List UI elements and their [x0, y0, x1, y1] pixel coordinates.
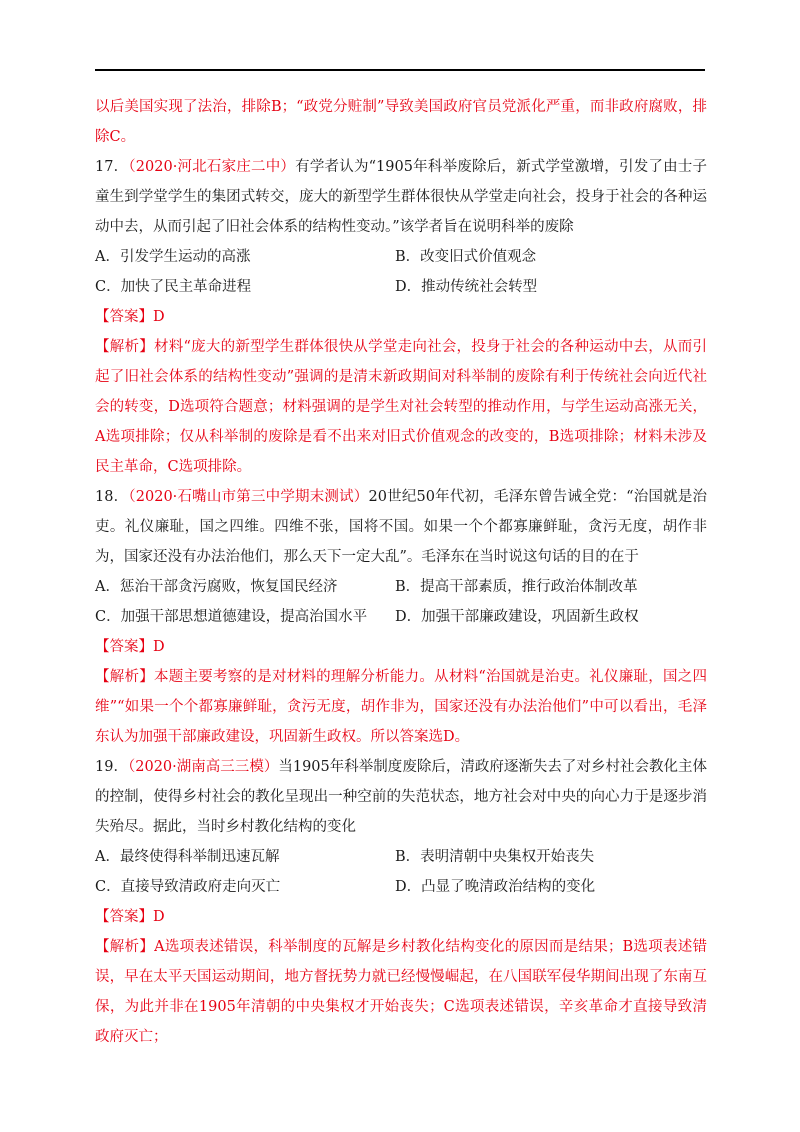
option-a: A．最终使得科举制迅速瓦解: [95, 849, 280, 865]
option-d: D．加强干部廉政建设，巩固新生政权: [395, 609, 639, 625]
options-row: [95, 572, 707, 602]
option-d: D．凸显了晚清政治结构的变化: [395, 879, 596, 895]
header-rule: [95, 69, 705, 71]
question-19: [95, 752, 707, 842]
question-17: [95, 152, 707, 242]
answer-label: 【答案】D: [95, 909, 165, 925]
page-content: [95, 92, 707, 1052]
question-number: 17．: [95, 159, 129, 175]
previous-analysis-continuation: 以后美国实现了法治，排除B；“政党分赃制”导致美国政府官员党派化严重，而非政府腐败，排除C。: [95, 99, 707, 145]
option-c: C．直接导致清政府走向灭亡: [95, 879, 281, 895]
options-row: [95, 242, 707, 272]
option-d: D．推动传统社会转型: [395, 279, 538, 295]
option-b: B．提高干部素质，推行政治体制改革: [395, 579, 638, 595]
question-number: 18．: [95, 489, 129, 505]
question-stem: 当1905年科举制度废除后，清政府逐渐失去了对乡村社会教化主体的控制，使得乡村社会的教化呈现出一种空前的失范状态，地方社会对中央的向心力于是逐步消失殆尽。据此，当时乡村教化结构的变化: [95, 759, 708, 835]
question-stem: 有学者认为“1905年科举废除后，新式学堂激增，引发了由士子童生到学堂学生的集团式转交，庞大的新型学生群体很快从学堂走向社会，投身于社会的各种运动中去，从而引起了旧社会体系的结构性变动。”该学者旨在说明科举的废除: [95, 159, 707, 235]
analysis-text: 【解析】材料“庞大的新型学生群体很快从学堂走向社会，投身于社会的各种运动中去，从而引起了旧社会体系的结构性变动”强调的是清末新政期间对科举制的废除有利于传统社会向近代社会的转变，D选项符合题意；材料强调的是学生对社会转型的推动作用，与学生运动高涨无关，A选项排除；仅从科举制的废除是看不出来对旧式价值观念的改变的，B选项排除；材料未涉及民主革命，C选项排除。: [95, 339, 707, 475]
analysis-text: 【解析】A选项表述错误，科举制度的瓦解是乡村教化结构变化的原因而是结果；B选项表述错误，早在太平天国运动期间，地方督抚势力就已经慢慢崛起，在八国联军侵华期间出现了东南互保，为此并非在1905年清朝的中央集权才开始丧失；C选项表述错误，辛亥革命才直接导致清政府灭亡；: [95, 939, 707, 1045]
option-b: B．改变旧式价值观念: [395, 249, 537, 265]
option-c: C．加快了民主革命进程: [95, 279, 252, 295]
question-source: （2020·湖南高三三模）: [127, 759, 279, 775]
question-source: （2020·石嘴山市第三中学期末测试）: [128, 489, 369, 505]
option-c: C．加强干部思想道德建设，提高治国水平: [95, 609, 368, 625]
option-a: A．引发学生运动的高涨: [95, 249, 251, 265]
options-row: [95, 272, 707, 302]
question-number: 19．: [95, 759, 128, 775]
question-stem: 20世纪50年代初，毛泽东曾告诫全党：“治国就是治吏。礼仪廉耻，国之四维。四维不张，国将不国。如果一个个都寡廉鲜耻，贪污无度，胡作非为，国家还没有办法治他们，那么天下一定大乱”。毛泽东在当时说这句话的目的在于: [95, 489, 708, 565]
question-source: （2020·河北石家庄二中）: [128, 159, 296, 175]
analysis-text: 【解析】本题主要考察的是对材料的理解分析能力。从材料“治国就是治吏。礼仪廉耻，国之四维”“如果一个个都寡廉鲜耻，贪污无度，胡作非为，国家还没有办法治他们”中可以看出，毛泽东认为加强干部廉政建设，巩固新生政权。所以答案选D。: [95, 669, 707, 745]
options-row: [95, 872, 707, 902]
options-row: [95, 842, 707, 872]
option-a: A．惩治干部贪污腐败，恢复国民经济: [95, 579, 338, 595]
options-row: [95, 602, 707, 632]
answer-label: 【答案】D: [95, 309, 165, 325]
question-18: [95, 482, 707, 572]
answer-label: 【答案】D: [95, 639, 165, 655]
option-b: B．表明清朝中央集权开始丧失: [395, 849, 595, 865]
